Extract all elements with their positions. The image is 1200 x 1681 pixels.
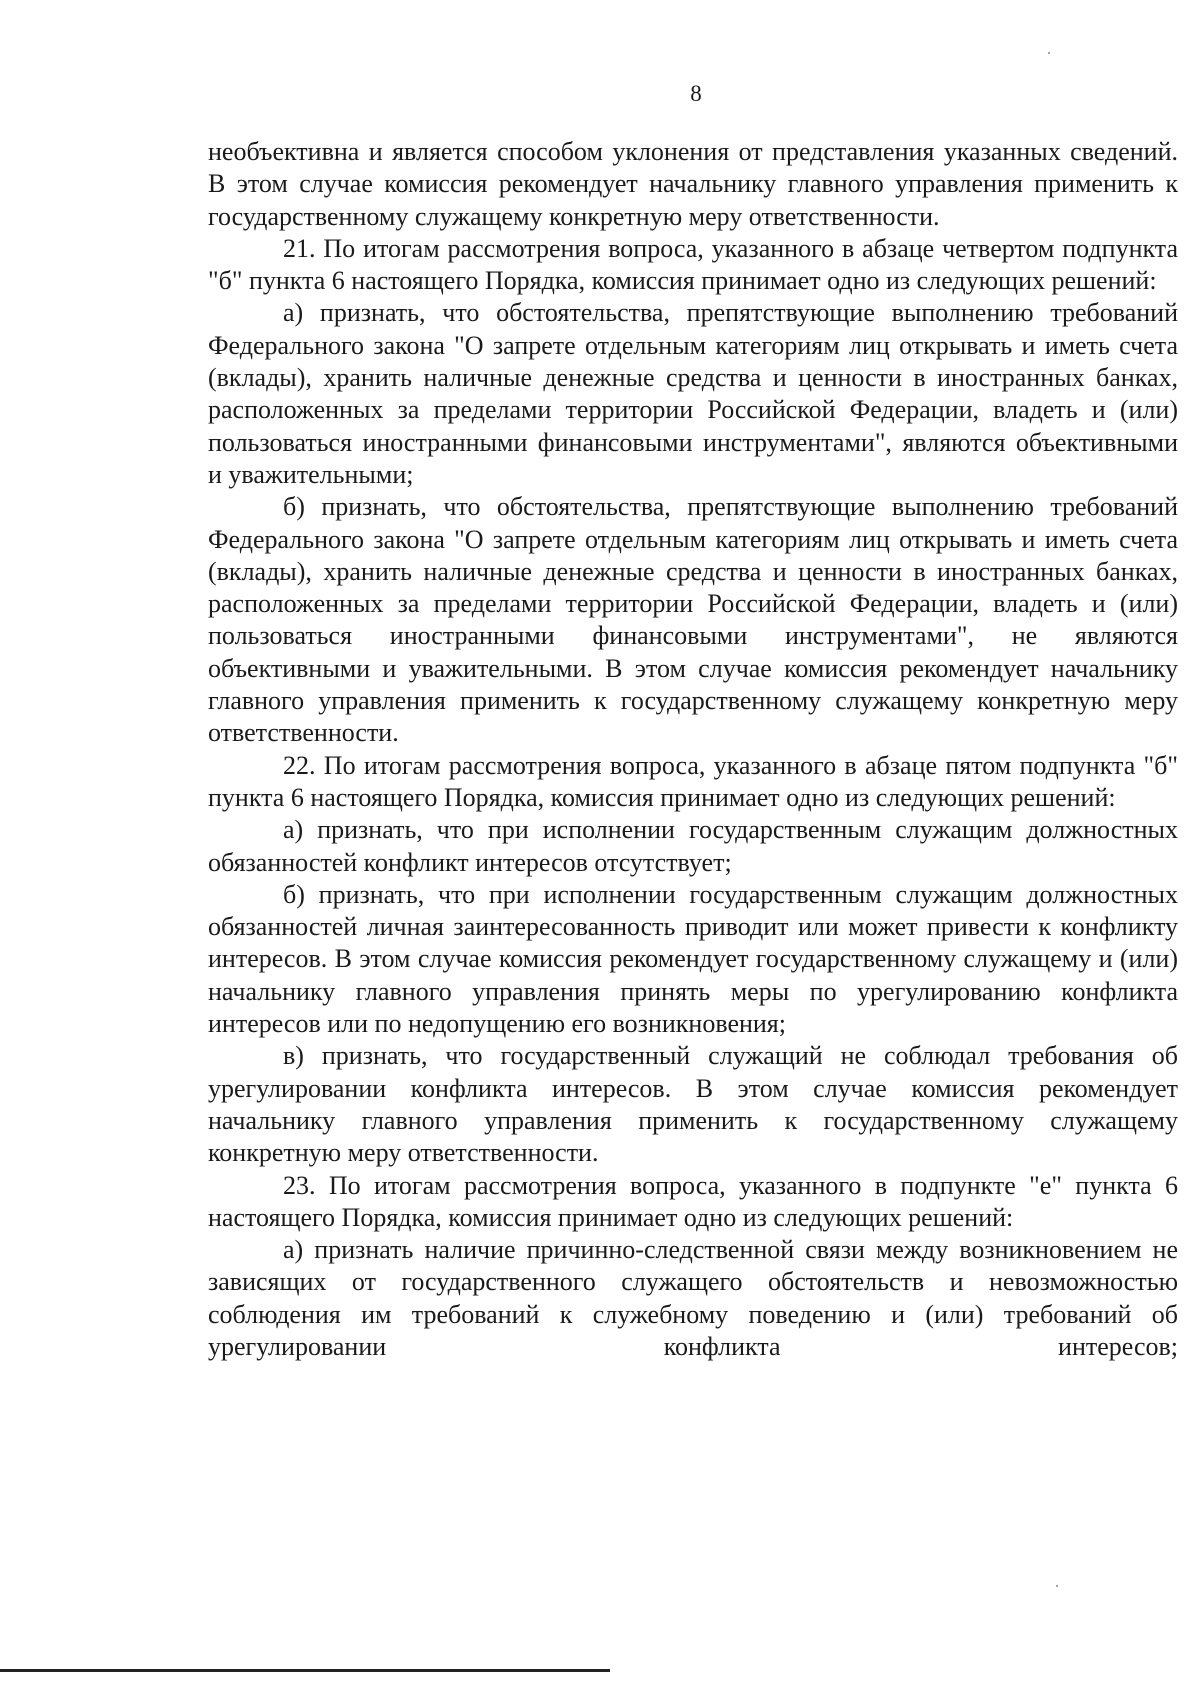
paragraph-item-23: 23. По итогам рассмотрения вопроса, указанного в подпункте "е" пункта 6 настоящего Порядка, комиссия принимает одно из следующих решений:: [208, 1170, 1178, 1232]
page-number: 8: [690, 81, 702, 106]
scan-speck: [1056, 1585, 1058, 1587]
paragraph-item-23-a: а) признать наличие причинно-следственной связи между возникновением не зависящих от государственного служащего обстоятельств и невозможностью соблюдения им требований к служебному поведению и (или) требований об урегулировании конфликта интересов;: [208, 1235, 1178, 1361]
paragraph-item-22-a: а) признать, что при исполнении государственным служащим должностных обязанностей конфликт интересов отсутствует;: [208, 815, 1178, 877]
paragraph-item-21-b: б) признать, что обстоятельства, препятствующие выполнению требований Федерального закона "О запрете отдельным категориям лиц открывать и иметь счета (вклады), хранить наличные денежные средства и ценности в иностранных банках, расположенных за пределами территории Российской Федерации, владеть и (или) пользоваться иностранными финансовыми инструментами", не являются объективными и уважительными. В этом случае комиссия рекомендует начальнику главного управления применить к государственному служащему конкретную меру ответственности.: [208, 492, 1178, 748]
paragraph-item-21: 21. По итогам рассмотрения вопроса, указанного в абзаце четвертом подпункта "б" пункта 6 настоящего Порядка, комиссия принимает одно из следующих решений:: [208, 233, 1178, 296]
paragraph-item-22: 22. По итогам рассмотрения вопроса, указанного в абзаце пятом подпункта "б" пункта 6 настоящего Порядка, комиссия принимает одно из следующих решений:: [208, 750, 1178, 812]
paragraph-item-22-b: б) признать, что при исполнении государственным служащим должностных обязанностей личная заинтересованность приводит или может привести к конфликту интересов. В этом случае комиссия рекомендует государственному служащему и (или) начальнику главного управления принять меры по урегулированию конфликта интересов или по недопущению его возникновения;: [208, 879, 1178, 1039]
scan-edge-line: [0, 1669, 610, 1672]
paragraph-item-22-v: в) признать, что государственный служащий не соблюдал требования об урегулировании конфликта интересов. В этом случае комиссия рекомендует начальнику главного управления применить к государственному служащему конкретную меру ответственности.: [208, 1041, 1178, 1168]
scan-speck: [1048, 52, 1050, 54]
paragraph-item-21-a: а) признать, что обстоятельства, препятствующие выполнению требований Федерального закона "О запрете отдельным категориям лиц открывать и иметь счета (вклады), хранить наличные денежные средства и ценности в иностранных банках, расположенных за пределами территории Российской Федерации, владеть и (или) пользоваться иностранными финансовыми инструментами", являются объективными и уважительными;: [208, 298, 1178, 489]
paragraph-continuation: необъективна и является способом уклонения от представления указанных сведений. В этом случае комиссия рекомендует начальнику главного управления применить к государственному служащему конкретную меру ответственности.: [208, 137, 1178, 231]
document-body: [208, 136, 1178, 1363]
